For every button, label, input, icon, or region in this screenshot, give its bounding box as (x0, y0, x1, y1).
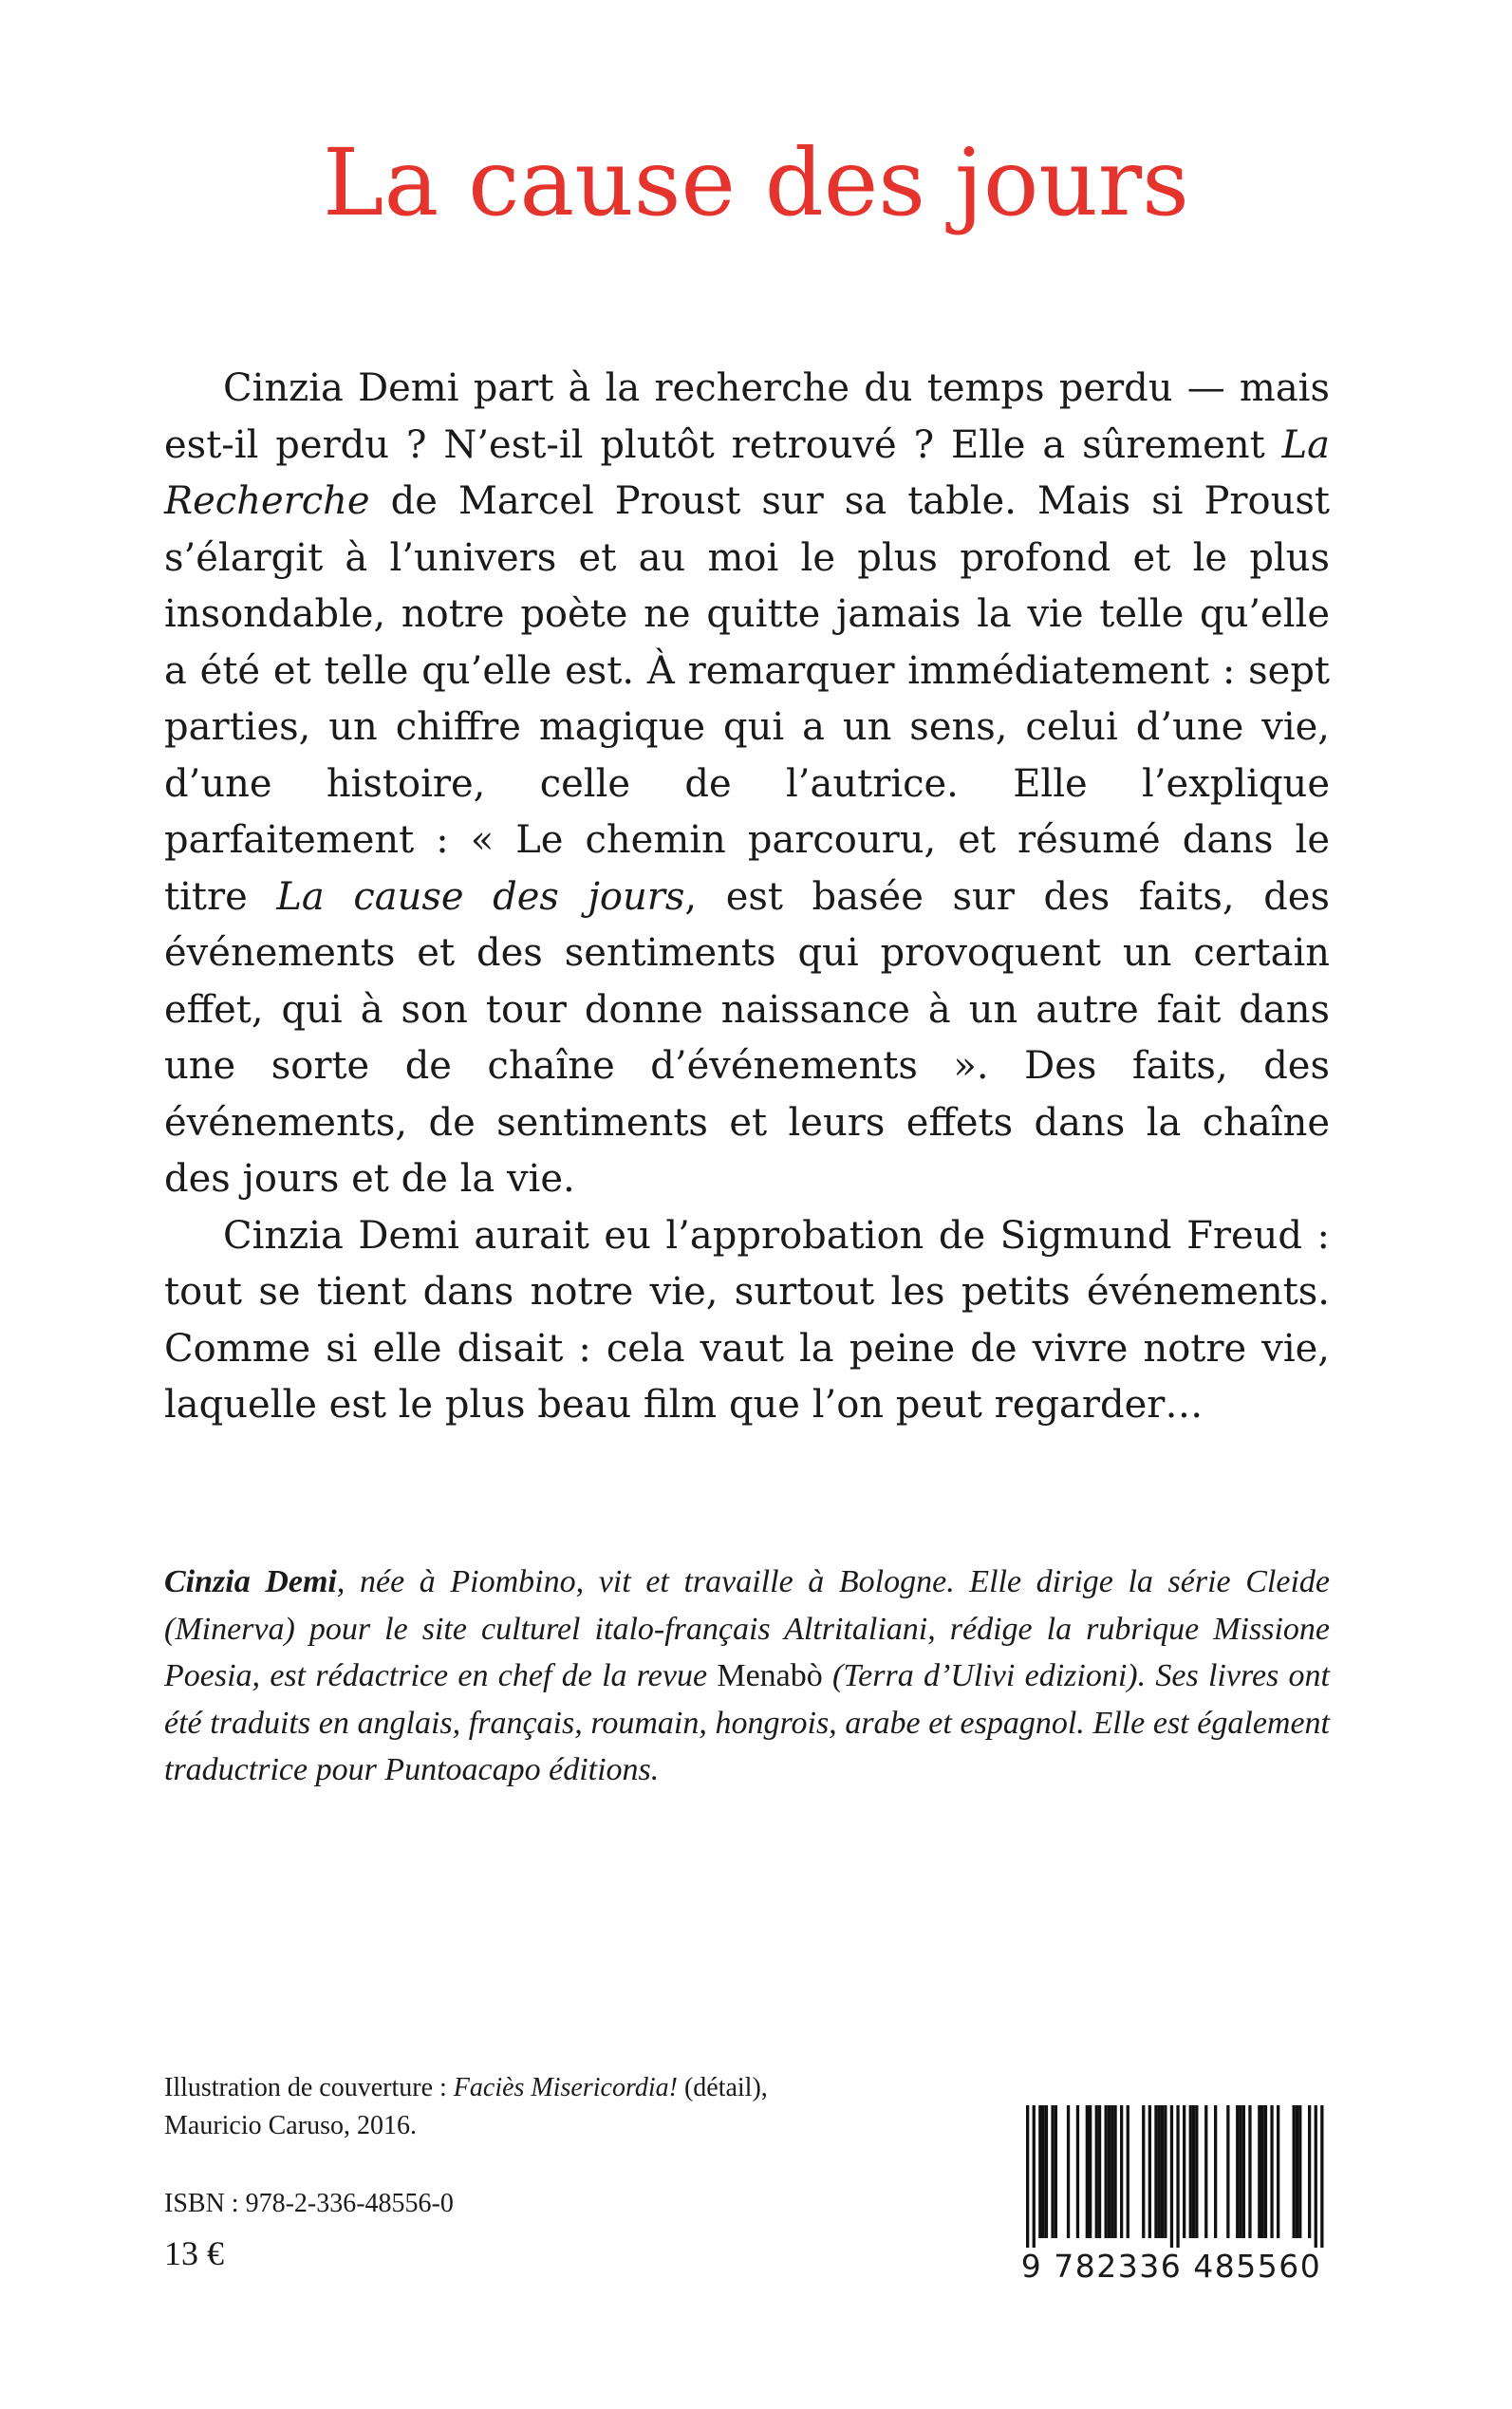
barcode-bar (1183, 2105, 1185, 2238)
cover-credits: Illustration de couverture : Faciès Misericordia! (détail), Mauricio Caruso, 2016. (164, 2073, 768, 2140)
author-name: Cinzia Demi (164, 1564, 337, 1599)
barcode-bars (1009, 2105, 1334, 2248)
barcode-bar (1026, 2105, 1029, 2248)
barcode-bar (1315, 2105, 1317, 2248)
barcode-bar (1264, 2105, 1267, 2238)
barcode-bar (1164, 2105, 1167, 2238)
price: 13 € (164, 2234, 224, 2272)
barcode-bar (1086, 2105, 1089, 2238)
barcode-bar (1270, 2105, 1273, 2238)
barcode-bar (1242, 2105, 1245, 2238)
barcode-bar (1142, 2105, 1145, 2238)
barcode-bar (1148, 2105, 1151, 2238)
barcode-bar (1038, 2105, 1041, 2238)
barcode-bar (1176, 2105, 1179, 2248)
barcode-bar (1158, 2105, 1161, 2238)
barcode-bar (1120, 2105, 1123, 2238)
barcode-bar (1051, 2105, 1054, 2238)
barcode-bar (1236, 2105, 1239, 2238)
barcode-bar (1076, 2105, 1079, 2238)
barcode-bar (1296, 2105, 1298, 2238)
barcode-bar (1105, 2105, 1108, 2238)
barcode-bar (1277, 2105, 1279, 2238)
barcode-bar (1293, 2105, 1296, 2238)
barcode-bar (1204, 2105, 1207, 2238)
barcode-bar (1239, 2105, 1241, 2238)
isbn-number: ISBN : 978-2-336-48556-0 (164, 2189, 454, 2218)
blurb-paragraph-1: Cinzia Demi part à la recherche du temps perdu — mais est-il perdu ? N’est-il plutôt retrouvé ? Elle a sûrement La Recherche de Marcel Proust sur sa table. Mais si Proust s’élargit à l’univers et au moi le plus profond et le plus insondable, notre poète ne quitte jamais la vie telle qu’elle a été et telle qu’elle est. À remarquer immédiatement : sept parties, un chiffre magique qui a un sens, celui d’une vie, d’une histoire, celle de l’autrice. Elle l’explique parfaitement : « Le chemin parcouru, et résumé dans le titre La cause des jours, est basée sur des faits, des événements et des sentiments qui provoquent un certain effet, qui à son tour donne naissance à un autre fait dans une sorte de chaîne d’événements ». Des faits, des événements, de sentiments et leurs effets dans la chaîne des jours et de la vie. (164, 366, 1331, 1201)
barcode-bar (1113, 2105, 1116, 2238)
barcode-bar (1298, 2105, 1301, 2238)
barcode-bar (1154, 2105, 1157, 2238)
barcode-bar (1248, 2105, 1251, 2238)
barcode-bar (1189, 2105, 1192, 2238)
barcode-bar (1214, 2105, 1217, 2238)
barcode-digits: 9 782336 485560 (1009, 2248, 1334, 2286)
barcode-bar (1067, 2105, 1070, 2238)
barcode-bar (1161, 2105, 1164, 2238)
barcode-bar (1089, 2105, 1092, 2238)
barcode-bar (1033, 2105, 1036, 2248)
barcode-bar (1108, 2105, 1111, 2238)
barcode-bar (1170, 2105, 1173, 2248)
barcode-bar (1308, 2105, 1311, 2238)
barcode-bar (1258, 2105, 1260, 2238)
blurb-paragraph-2: Cinzia Demi aurait eu l’approbation de Sigmund Freud : tout se tient dans notre vie, surtout les petits événements. Comme si elle disait : cela vaut la peine de vivre notre vie, laquelle est le plus beau film que l’on peut regarder… (164, 1213, 1330, 1427)
barcode-bar (1261, 2105, 1264, 2238)
barcode-bar (1111, 2105, 1113, 2238)
barcode-bar (1042, 2105, 1045, 2238)
barcode-bar (1195, 2105, 1198, 2238)
barcode-bar (1055, 2105, 1057, 2238)
barcode-bar (1320, 2105, 1323, 2248)
barcode-bar (1095, 2105, 1098, 2238)
barcode-bar (1098, 2105, 1101, 2238)
book-title: La cause des jours (323, 129, 1189, 236)
barcode-bar (1127, 2105, 1129, 2238)
barcode-bar (1192, 2105, 1195, 2238)
book-blurb (164, 361, 1330, 1434)
barcode-bar (1045, 2105, 1048, 2238)
author-bio: Cinzia Demi, née à Piombino, vit et travaille à Bologne. Elle dirige la série Cleide (Minerva) pour le site culturel italo-français Altritaliani, rédige la rubrique Missione Poesia, est rédactrice en chef de la revue Menabò (Terra d’Ulivi edizioni). Ses livres ont été traduits en anglais, français, roumain, hongrois, arabe et espagnol. Elle est également traductrice pour Puntoacapo éditions. (164, 1564, 1331, 1787)
barcode-bar (1226, 2105, 1229, 2238)
